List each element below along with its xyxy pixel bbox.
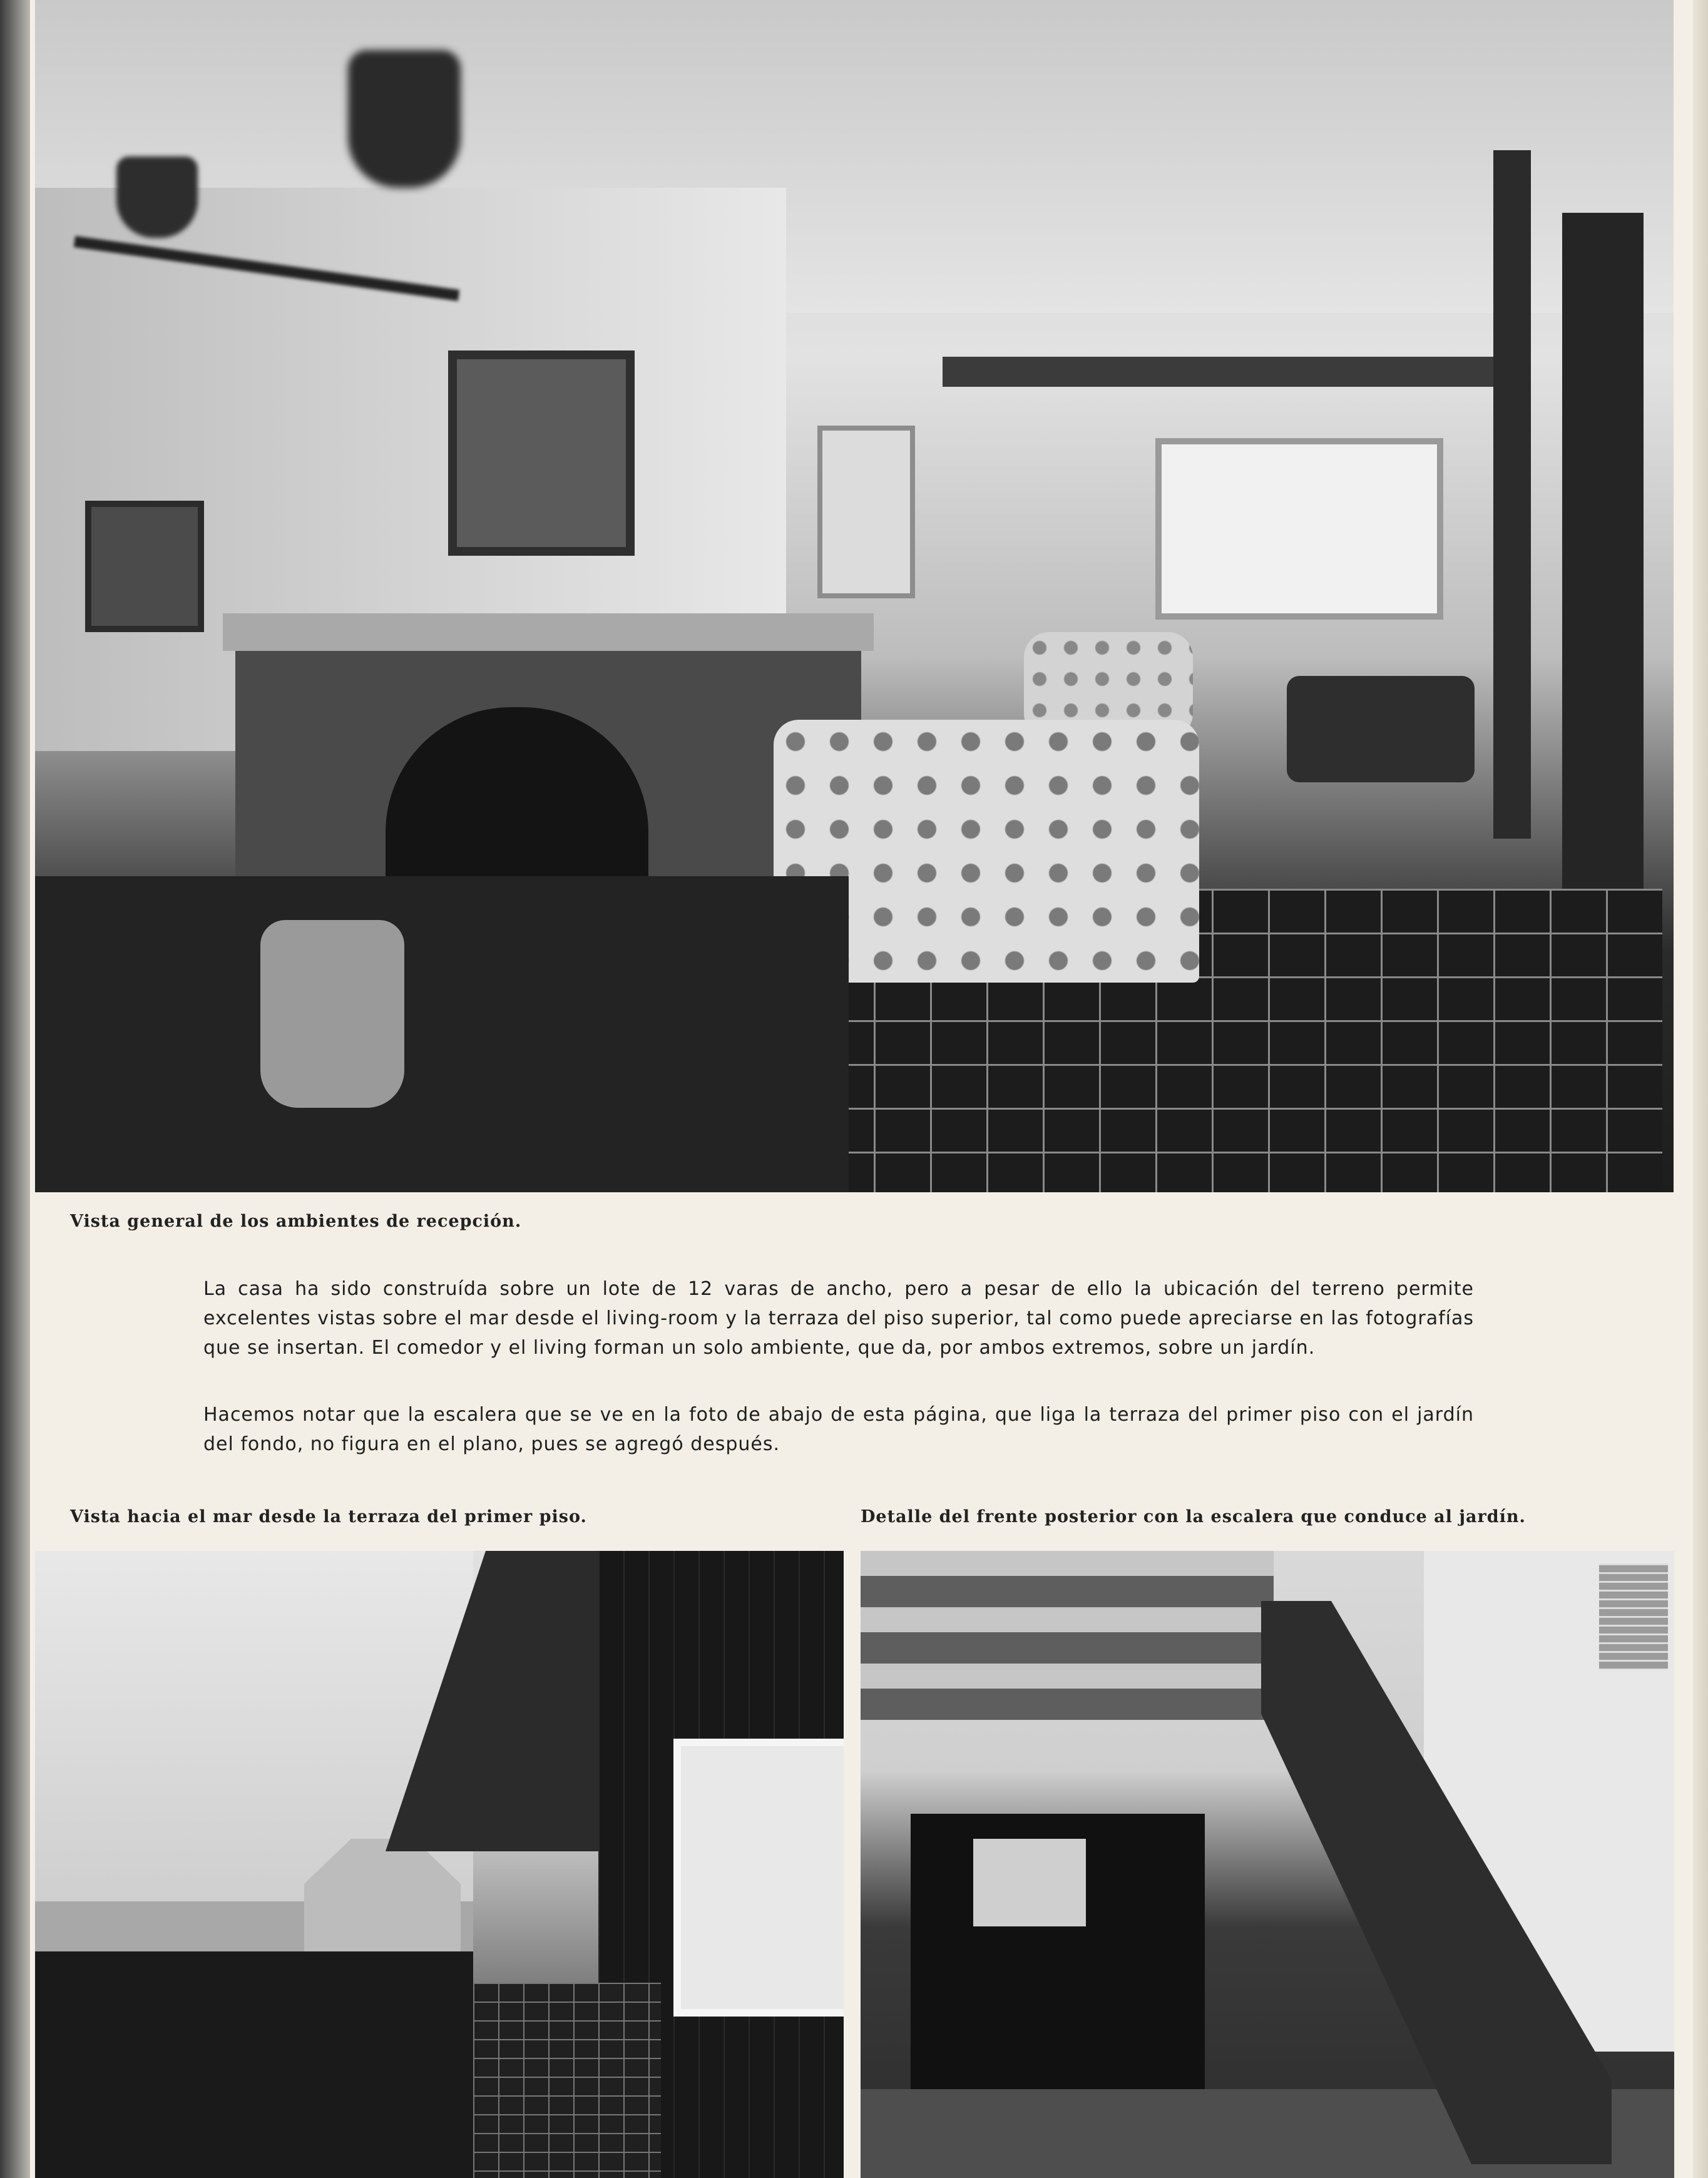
living-room-photo <box>35 0 1674 1192</box>
lounge-chair <box>1287 676 1475 782</box>
caption-terrace-view: Vista hacia el mar desde la terraza del primer piso. <box>70 1507 587 1526</box>
body-paragraph-2: Hacemos notar que la escalera que se ve en la foto de abajo de esta página, que liga la terraza del primer piso con el jardín del fondo, no figura en el plano, pues se agregó después. <box>203 1404 1474 1455</box>
caption-living-room: Vista general de los ambientes de recepción. <box>70 1212 522 1231</box>
rear-stair-photo <box>861 1551 1674 2178</box>
side-window <box>817 426 915 598</box>
terrace-parapet <box>35 1951 473 2178</box>
dining-table <box>35 876 849 1192</box>
framed-painting <box>448 350 635 556</box>
small-painting <box>85 501 204 632</box>
sea-window <box>1155 438 1443 620</box>
fireplace-mantel <box>223 613 874 651</box>
body-paragraph-1: La casa ha sido construída sobre un lote de 12 varas de ancho, pero a pesar de ello la ubicación del terreno permite excelentes vistas sobre el mar desde el living-room y la terraza del piso superior, tal como puede apreciarse en las fotografías que se insertan. El comedor y el living forman un solo ambiente, que da, por ambos extremos, sobre un jardín. <box>203 1278 1474 1359</box>
interior-window <box>973 1839 1086 1926</box>
page-edge <box>1693 0 1708 2178</box>
terrace-tiles <box>473 1983 661 2178</box>
caption-rear-facade: Detalle del frente posterior con la escalera que conduce al jardín. <box>861 1507 1526 1526</box>
wood-post <box>1493 150 1531 839</box>
page-binding-gutter <box>0 0 30 2178</box>
terrace-railing <box>861 1551 1274 1720</box>
chandelier-lamp <box>348 50 461 188</box>
chandelier-lamp <box>116 156 198 238</box>
ceiling-beam <box>943 357 1518 387</box>
ceramic-jug <box>260 920 404 1108</box>
terrace-sea-view-photo <box>35 1551 844 2178</box>
curtained-window <box>673 1739 844 2017</box>
window-shutter <box>1599 1563 1668 1670</box>
